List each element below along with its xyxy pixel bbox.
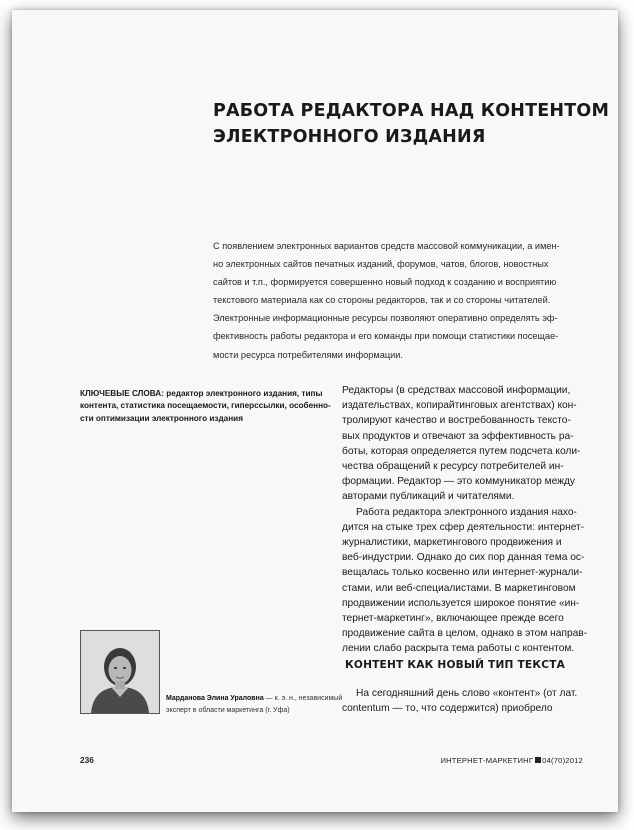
body-line: издательствах, копирайтинговых агентствах) кон- bbox=[342, 400, 577, 412]
body-line: чества обращений к ресурсу потребителей ин- bbox=[342, 461, 564, 473]
body-line: вых продуктов и отвечают за эффективность ра- bbox=[342, 430, 574, 442]
body-line: боты, которая определяется путем подсчета коли- bbox=[342, 445, 581, 457]
body-line: журналистики, маркетингового продвижения и bbox=[342, 537, 562, 549]
body-line: стами, или веб-специалистами. В маркетинговом bbox=[342, 582, 576, 594]
title-line: РАБОТА РЕДАКТОРА НАД КОНТЕНТОМ bbox=[213, 101, 610, 121]
title-line: ЭЛЕКТРОННОГО ИЗДАНИЯ bbox=[213, 127, 486, 147]
journal-name: ИНТЕРНЕТ-МАРКЕТИНГ bbox=[440, 756, 534, 765]
square-bullet-icon bbox=[535, 757, 541, 763]
lead-line: Электронные информационные ресурсы позволяют оперативно определять эф- bbox=[213, 313, 558, 324]
issue-number: 04(70)2012 bbox=[542, 756, 583, 765]
body-line: Редакторы (в средствах массовой информации, bbox=[342, 385, 571, 396]
lead-line: но электронных сайтов печатных изданий, форумов, чатов, блогов, новостных bbox=[213, 259, 549, 270]
author-name: Марданова Элина Ураловна bbox=[166, 695, 264, 702]
author-degree: — к. э. н., независимый bbox=[263, 695, 343, 702]
body-line: дится на стыке трех сфер деятельности: интернет- bbox=[342, 521, 585, 533]
body-line: вещалась только косвенно или интернет-журнали- bbox=[342, 567, 583, 579]
body-line: contentum — то, что содержится) приобрело bbox=[342, 703, 553, 715]
body-line: формации. Редактор — это коммуникатор между bbox=[342, 476, 575, 488]
article-body-continued bbox=[342, 686, 602, 716]
author-line bbox=[166, 693, 346, 705]
keywords-line: КЛЮЧЕВЫЕ СЛОВА: редактор электронного издания, типы bbox=[80, 389, 323, 398]
lead-line: текстового материала как со стороны редакторов, так и со стороны читателей. bbox=[213, 295, 551, 306]
keywords-line: контента, статистика посещаемости, гиперссылки, особенно- bbox=[80, 401, 331, 411]
lead-line: мости ресурса потребителями информации. bbox=[213, 349, 403, 360]
lead-line: сайтов и т.п., формируется совершенно новый подход к созданию и восприятию bbox=[213, 277, 557, 288]
body-line: На сегодняшний день слово «контент» (от лат. bbox=[356, 688, 578, 699]
article-lead bbox=[213, 237, 593, 364]
keywords-block bbox=[80, 388, 330, 425]
page-number: 236 bbox=[80, 755, 94, 765]
body-line: продвижении используется широкое понятие «ин- bbox=[342, 597, 580, 609]
body-line: веб-индустрии. Однако до сих пор данная тема ос- bbox=[342, 552, 585, 564]
author-line: эксперт в области маркетинга (г. Уфа) bbox=[166, 707, 290, 714]
article-title bbox=[213, 98, 610, 150]
body-line: продвижение сайта в целом, однако в этом направ- bbox=[342, 628, 588, 640]
author-portrait-icon bbox=[81, 631, 159, 713]
section-heading: КОНТЕНТ КАК НОВЫЙ ТИП ТЕКСТА bbox=[345, 659, 566, 671]
author-info bbox=[166, 693, 346, 717]
author-photo bbox=[80, 630, 160, 714]
running-footer bbox=[440, 756, 583, 765]
keywords-line: сти оптимизации электронного издания bbox=[80, 413, 243, 423]
magazine-page bbox=[12, 10, 618, 812]
body-line: тролируют качество и востребованность тексто- bbox=[342, 415, 571, 427]
body-line: лении слабо раскрыта тема работы с контентом. bbox=[342, 643, 575, 655]
lead-line: С появлением электронных вариантов средств массовой коммуникации, а имен- bbox=[213, 241, 560, 251]
lead-line: фективность работы редактора и его команды при помощи статистики посещае- bbox=[213, 331, 559, 342]
body-line: авторами публикаций и читателями. bbox=[342, 491, 515, 503]
body-line: Работа редактора электронного издания нахо- bbox=[356, 506, 577, 518]
body-line: тернет-маркетинг», включающее прежде всего bbox=[342, 613, 564, 625]
article-body bbox=[342, 383, 602, 657]
